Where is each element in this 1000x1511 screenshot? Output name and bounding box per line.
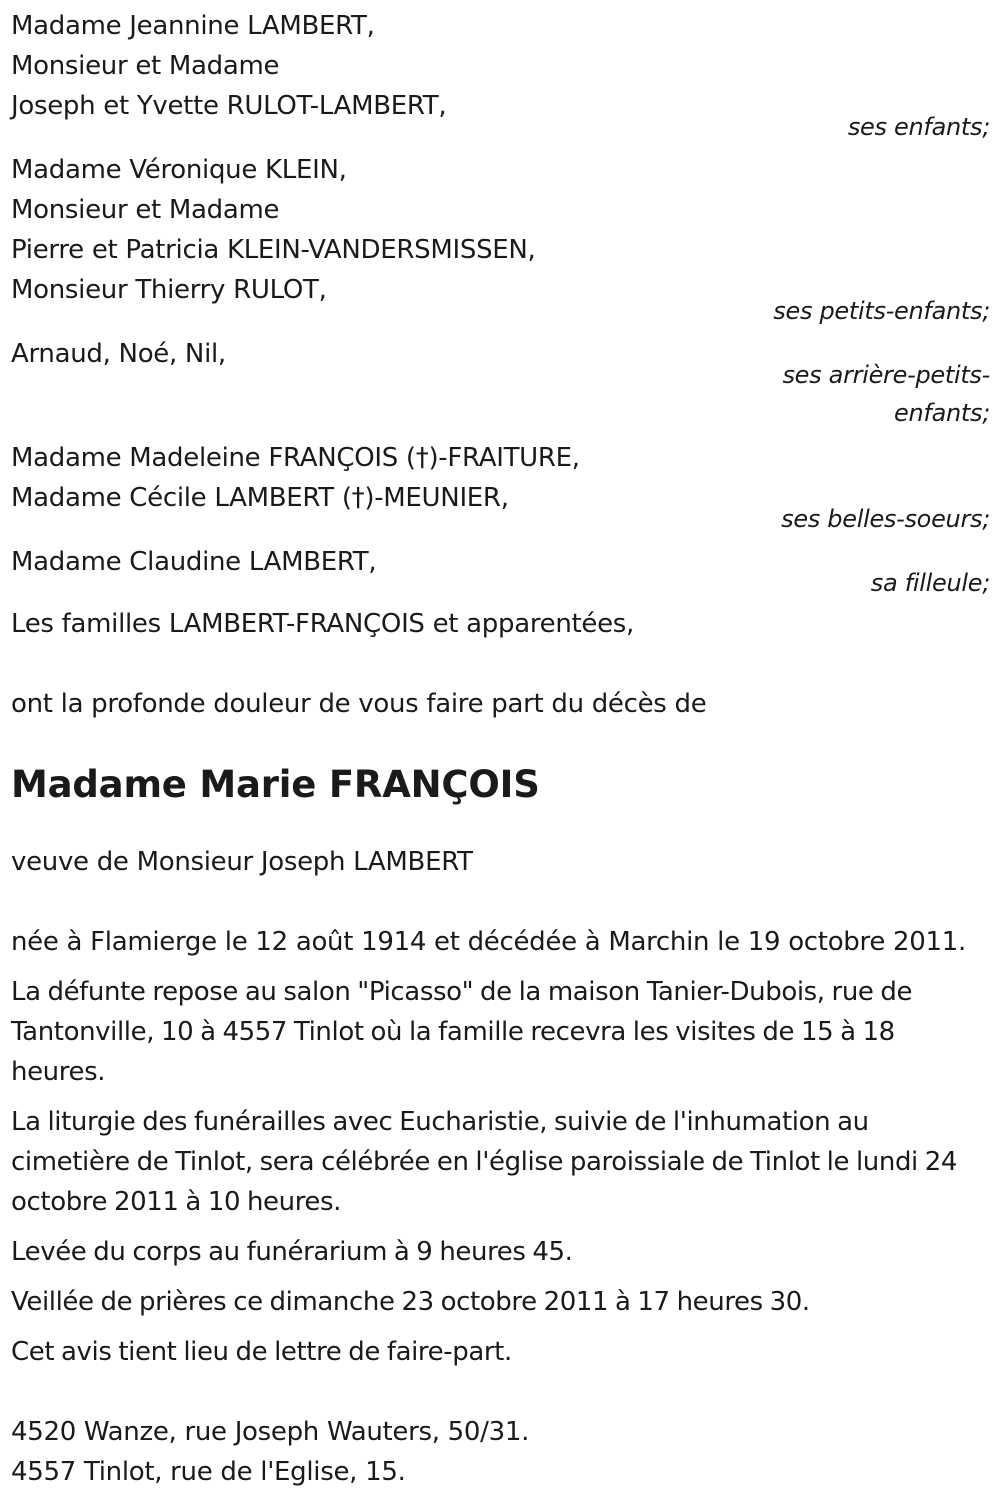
families-line: Les familles LAMBERT-FRANÇOIS et apparentées, bbox=[11, 609, 635, 639]
address-line: 4520 Wanze, rue Joseph Wauters, 50/31. bbox=[11, 1417, 530, 1447]
deceased-name: Madame Marie FRANÇOIS bbox=[11, 763, 540, 806]
relation-label: ses belles-soeurs; bbox=[781, 505, 990, 533]
sisters-in-law-group bbox=[11, 438, 990, 538]
great-grandchildren-group bbox=[11, 334, 990, 432]
funeral-detail-paragraph: La défunte repose au salon "Picasso" de la maison Tanier-Dubois, rue de Tantonville, 10 à 4557 Tinlot où la famille recevra les visites de 15 à 18 heures. bbox=[11, 977, 913, 1087]
relation-label: sa filleule; bbox=[870, 569, 990, 597]
family-member-line: Arnaud, Noé, Nil, bbox=[11, 339, 226, 369]
address-line: 4557 Tinlot, rue de l'Eglise, 15. bbox=[11, 1457, 406, 1487]
announcement-line: ont la profonde douleur de vous faire part du décès de bbox=[11, 689, 707, 719]
grandchildren-group bbox=[11, 150, 990, 330]
family-member-line: Madame Jeannine LAMBERT, bbox=[11, 11, 375, 41]
family-member-line: Madame Madeleine FRANÇOIS (†)-FRAITURE, bbox=[11, 443, 580, 473]
family-member-line: Monsieur et Madame bbox=[11, 195, 280, 225]
family-member-line: Pierre et Patricia KLEIN-VANDERSMISSEN, bbox=[11, 235, 536, 265]
widow-of-line: veuve de Monsieur Joseph LAMBERT bbox=[11, 847, 473, 877]
relation-label: ses petits-enfants; bbox=[773, 297, 990, 325]
relation-label: ses enfants; bbox=[847, 113, 990, 141]
family-member-line: Madame Véronique KLEIN, bbox=[11, 155, 347, 185]
goddaughter-group bbox=[11, 542, 990, 602]
funeral-detail-paragraph: Cet avis tient lieu de lettre de faire-part. bbox=[11, 1337, 512, 1367]
family-member-line: Madame Cécile LAMBERT (†)-MEUNIER, bbox=[11, 483, 509, 513]
children-group bbox=[11, 0, 990, 146]
family-member-line: Monsieur et Madame bbox=[11, 51, 280, 81]
funeral-detail-paragraph: La liturgie des funérailles avec Eucharistie, suivie de l'inhumation au cimetière de Tinlot, sera célébrée en l'église paroissiale de Tinlot le lundi 24 octobre 2011 à 10 heures. bbox=[11, 1107, 958, 1217]
relation-label: ses arrière-petits- bbox=[782, 361, 990, 389]
family-member-line: Joseph et Yvette RULOT-LAMBERT, bbox=[11, 91, 447, 121]
funeral-detail-paragraph: Veillée de prières ce dimanche 23 octobre 2011 à 17 heures 30. bbox=[11, 1287, 810, 1317]
funeral-detail-paragraph: Levée du corps au funérarium à 9 heures 45. bbox=[11, 1237, 573, 1267]
family-member-line: Madame Claudine LAMBERT, bbox=[11, 547, 377, 577]
family-member-line: Monsieur Thierry RULOT, bbox=[11, 275, 327, 305]
relation-label-continued: enfants; bbox=[894, 399, 990, 427]
birth-death-line: née à Flamierge le 12 août 1914 et décédée à Marchin le 19 octobre 2011. bbox=[11, 927, 966, 957]
